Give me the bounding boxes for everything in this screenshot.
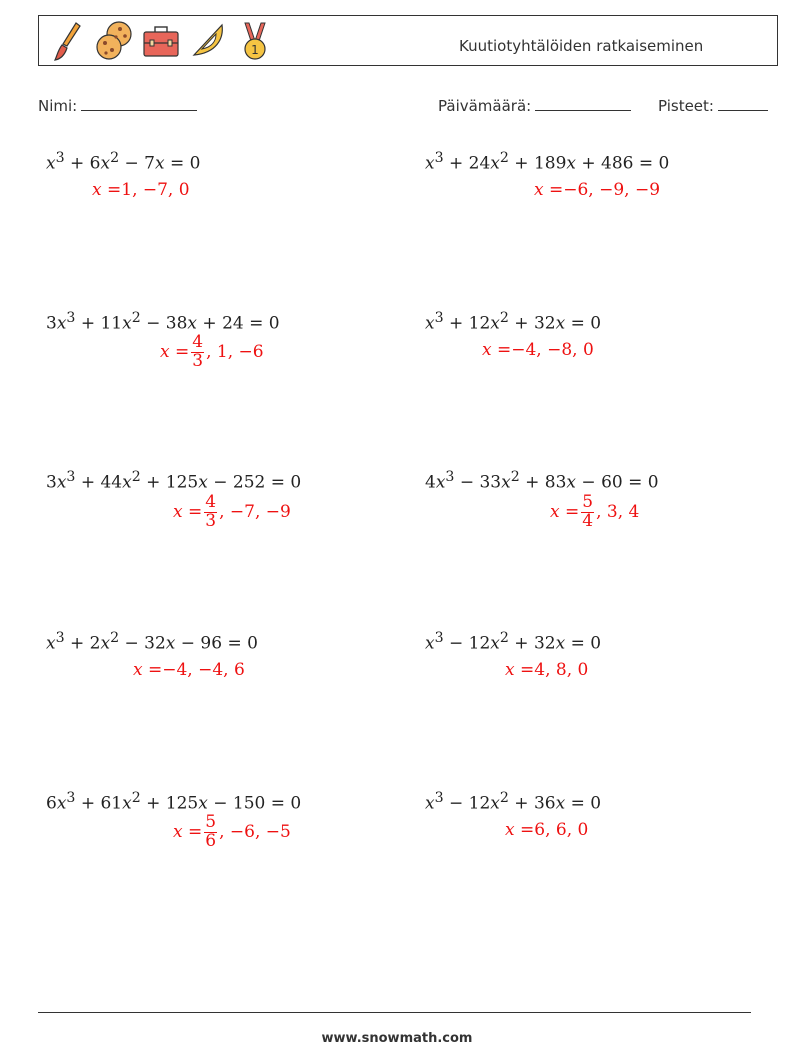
svg-text:1: 1 bbox=[251, 43, 259, 57]
equation: $x^3 + 12x^2 + 32x = 0$ bbox=[425, 310, 602, 334]
medal-icon bbox=[235, 19, 275, 63]
answer: x = $\frac{4}{3}$ , 1, −6 bbox=[160, 332, 264, 371]
equation: $3x^3 + 44x^2 + 125x - 252 = 0$ bbox=[46, 469, 302, 493]
answer: x = −6, −9, −9 bbox=[534, 180, 661, 200]
briefcase-icon bbox=[141, 19, 181, 63]
equation: $4x^3 - 33x^2 + 83x - 60 = 0$ bbox=[425, 469, 659, 493]
worksheet-title: Kuutiotyhtälöiden ratkaiseminen bbox=[459, 37, 704, 55]
name-label: Nimi: bbox=[38, 97, 78, 115]
equation: $x^3 - 12x^2 + 36x = 0$ bbox=[425, 790, 602, 814]
worksheet-header bbox=[38, 15, 778, 66]
equation: $x^3 + 6x^2 - 7x = 0$ bbox=[46, 150, 201, 174]
answer: x = −4, −8, 0 bbox=[482, 340, 594, 360]
answer-fraction: $\frac{5}{4}$ bbox=[582, 492, 594, 531]
answer-fraction: $\frac{4}{3}$ bbox=[205, 492, 217, 531]
equation: $6x^3 + 61x^2 + 125x - 150 = 0$ bbox=[46, 790, 302, 814]
answer: x = 1, −7, 0 bbox=[92, 180, 190, 200]
cookie-icon bbox=[94, 19, 134, 63]
paintbrush-icon bbox=[47, 19, 87, 63]
protractor-icon bbox=[188, 19, 228, 63]
equation: $x^3 - 12x^2 + 32x = 0$ bbox=[425, 630, 602, 654]
answer: x = −4, −4, 6 bbox=[133, 660, 245, 680]
answer: x = 4, 8, 0 bbox=[505, 660, 589, 680]
score-field bbox=[658, 96, 768, 115]
score-blank[interactable] bbox=[718, 96, 768, 111]
answer: x = $\frac{5}{4}$ , 3, 4 bbox=[550, 492, 640, 531]
score-label: Pisteet: bbox=[658, 97, 714, 115]
answer: x = $\frac{5}{6}$ , −6, −5 bbox=[173, 812, 291, 851]
equation: $x^3 + 2x^2 - 32x - 96 = 0$ bbox=[46, 630, 258, 654]
header-icons bbox=[47, 19, 275, 63]
answer-fraction: $\frac{4}{3}$ bbox=[192, 332, 204, 371]
date-field bbox=[438, 96, 631, 115]
answer-fraction: $\frac{5}{6}$ bbox=[205, 812, 217, 851]
name-blank[interactable] bbox=[81, 96, 197, 111]
answer: x = $\frac{4}{3}$ , −7, −9 bbox=[173, 492, 291, 531]
equation: $3x^3 + 11x^2 - 38x + 24 = 0$ bbox=[46, 310, 280, 334]
name-field bbox=[38, 96, 197, 115]
footer-url: www.snowmath.com bbox=[321, 1031, 473, 1046]
answer: x = 6, 6, 0 bbox=[505, 820, 589, 840]
equation: $x^3 + 24x^2 + 189x + 486 = 0$ bbox=[425, 150, 670, 174]
date-label: Päivämäärä: bbox=[438, 97, 532, 115]
date-blank[interactable] bbox=[535, 96, 631, 111]
footer-divider bbox=[38, 1012, 751, 1013]
